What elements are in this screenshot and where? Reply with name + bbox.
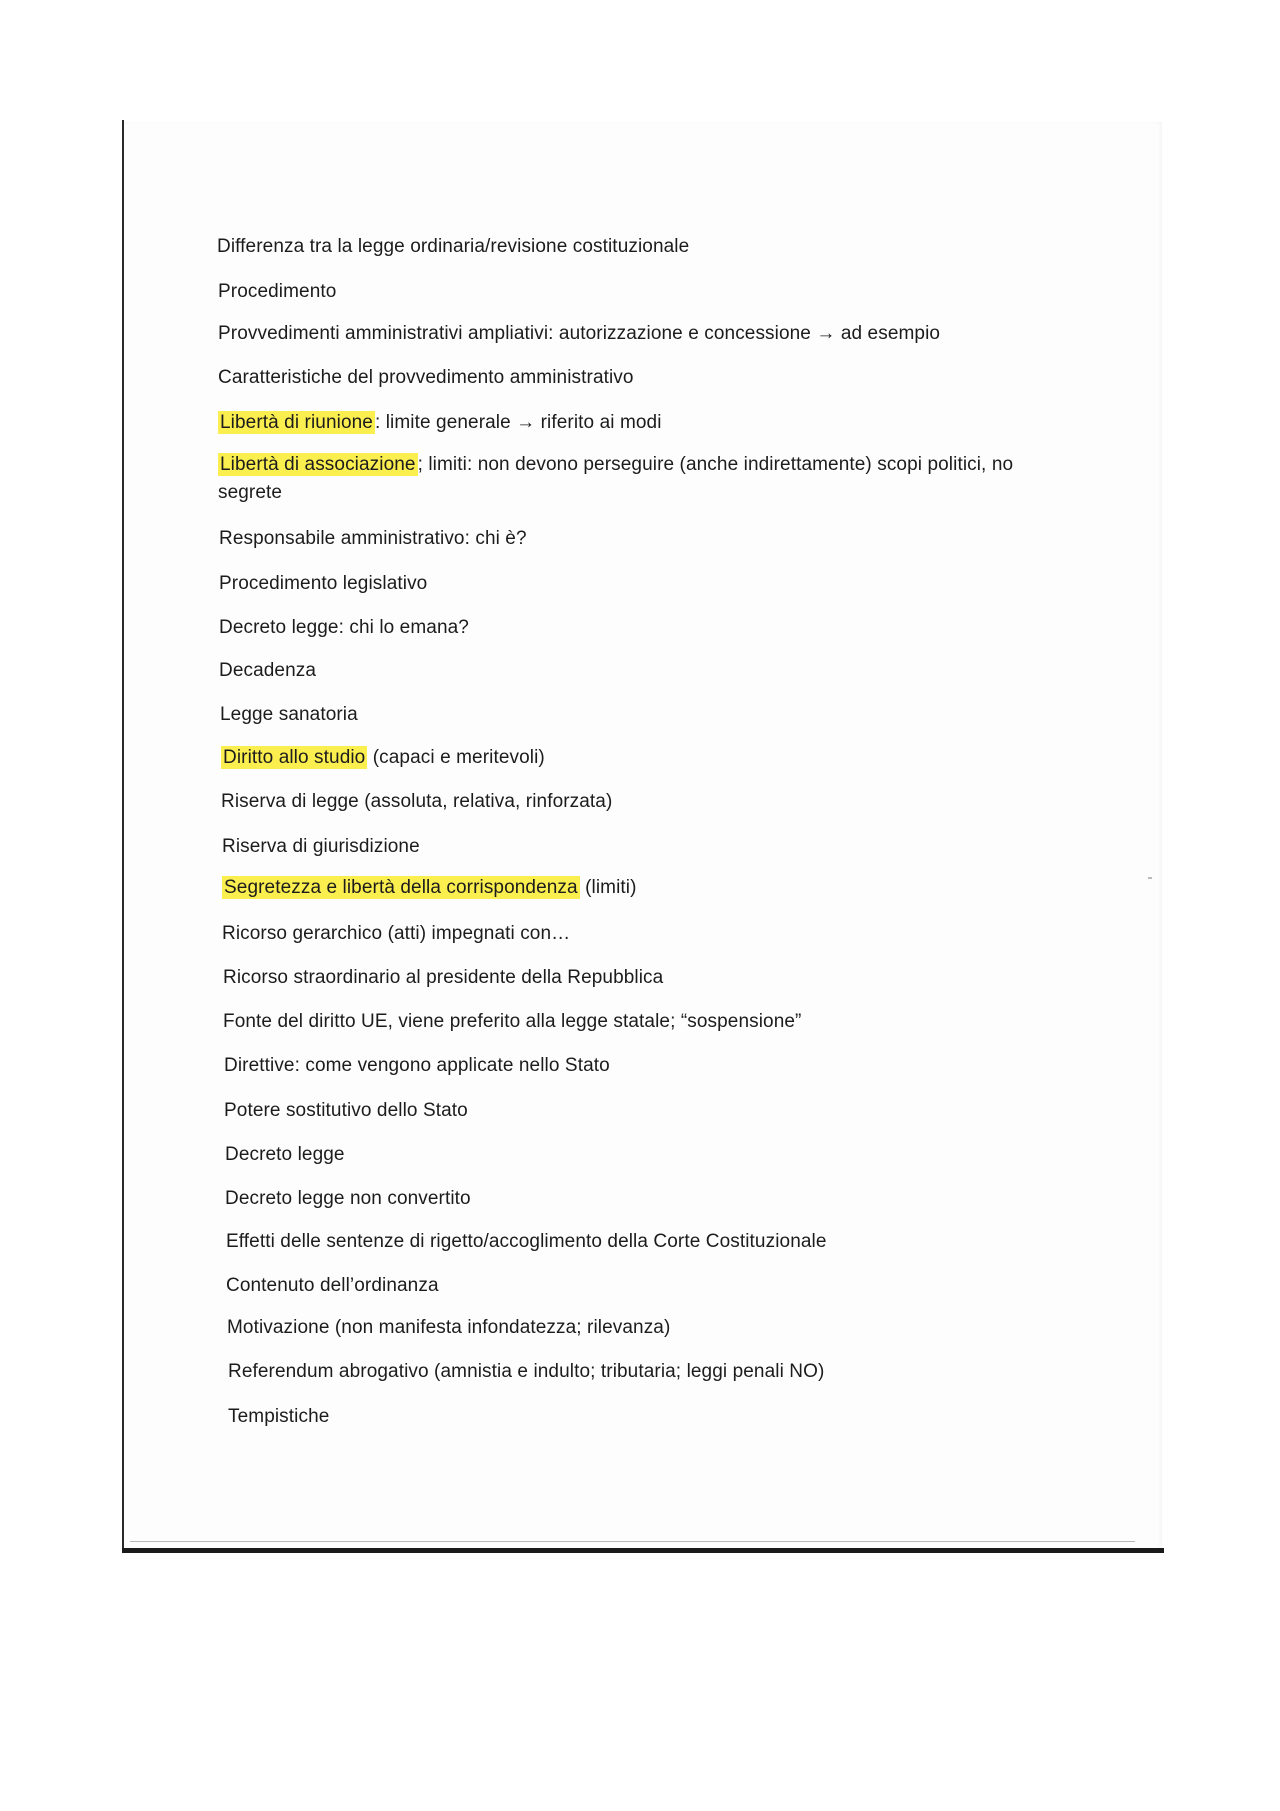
list-item: Caratteristiche del provvedimento amministrativo bbox=[218, 367, 634, 388]
list-item: Direttive: come vengono applicate nello Stato bbox=[224, 1055, 610, 1076]
list-item: Riserva di giurisdizione bbox=[222, 836, 420, 857]
list-item: Motivazione (non manifesta infondatezza; rilevanza) bbox=[227, 1317, 671, 1338]
list-item: Fonte del diritto UE, viene preferito alla legge statale; “sospensione” bbox=[223, 1011, 802, 1032]
list-item: Decreto legge non convertito bbox=[225, 1188, 471, 1209]
list-item: Decreto legge: chi lo emana? bbox=[219, 617, 469, 638]
list-item: Responsabile amministrativo: chi è? bbox=[219, 528, 527, 549]
list-item: Decreto legge bbox=[225, 1144, 345, 1165]
highlighted-term: Diritto allo studio bbox=[223, 747, 366, 768]
list-item: Ricorso gerarchico (atti) impegnati con… bbox=[222, 923, 571, 944]
list-item: Procedimento legislativo bbox=[219, 573, 428, 594]
list-item: Libertà di riunione : limite generale → riferito ai modi bbox=[220, 412, 662, 433]
list-item: Effetti delle sentenze di rigetto/accoglimento della Corte Costituzionale bbox=[226, 1231, 827, 1252]
list-item: Riserva di legge (assoluta, relativa, rinforzata) bbox=[221, 791, 613, 812]
highlighted-term: Libertà di riunione bbox=[220, 412, 373, 433]
list-item: Legge sanatoria bbox=[220, 704, 358, 725]
list-item: Segretezza e libertà della corrispondenza (limiti) bbox=[224, 877, 637, 898]
highlighted-term: Segretezza e libertà della corrispondenza bbox=[224, 877, 578, 898]
list-item: Contenuto dell’ordinanza bbox=[226, 1275, 439, 1296]
list-item: Referendum abrogativo (amnistia e indulto; tributaria; leggi penali NO) bbox=[228, 1361, 825, 1382]
list-item: Decadenza bbox=[219, 660, 317, 681]
list-item: Diritto allo studio (capaci e meritevoli) bbox=[223, 747, 545, 768]
highlighted-term: Libertà di associazione bbox=[220, 454, 416, 475]
list-item: Ricorso straordinario al presidente della Repubblica bbox=[223, 967, 664, 988]
list-item: Libertà di associazione ; limiti: non devono perseguire (anche indirettamente) scopi politici, no segrete bbox=[218, 454, 1014, 503]
list-item: Tempistiche bbox=[228, 1406, 330, 1427]
list-item: Procedimento bbox=[218, 281, 337, 302]
list-item: Provvedimenti amministrativi ampliativi: autorizzazione e concessione → ad esempio bbox=[218, 323, 941, 344]
list-item: Potere sostitutivo dello Stato bbox=[224, 1100, 468, 1121]
list-item: Differenza tra la legge ordinaria/revisione costituzionale bbox=[217, 236, 690, 257]
